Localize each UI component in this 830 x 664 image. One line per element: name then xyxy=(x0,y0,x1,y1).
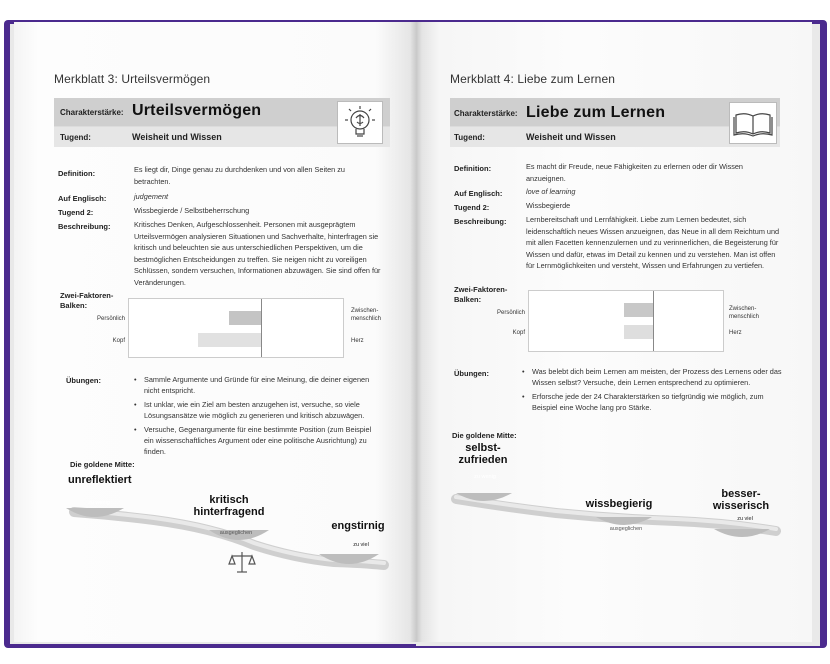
bar-label-head: Kopf xyxy=(512,330,525,336)
exercise-item: • Sammle Argumente und Gründe für eine Meinung, die deiner eigenen nicht entspricht. xyxy=(134,374,382,396)
right-page xyxy=(416,22,812,642)
virtue-value: Weisheit und Wissen xyxy=(526,132,616,142)
description-text: Kritisches Denken, Aufgeschlossenheit. Personen mit ausgeprägtem Urteilsvermögen analysieren Situationen und Sachverhalte, hinterfragen sie kritisch und beleuchten sie aus unterschiedlichen Perspektiven, um die bestmöglichen Entscheidungen zu treffen. Sie neigen nicht zu voreiligen Schlüssen, sondern versuchen, Informationen abzuwägen. Sie sind offen für Veränderungen. xyxy=(134,220,381,287)
definition-label: Definition: xyxy=(454,164,492,173)
english-label: Auf Englisch: xyxy=(454,189,503,198)
bar-label-interpersonal: Zwischen-menschlich xyxy=(351,308,382,322)
head-bar xyxy=(198,333,261,347)
personal-bar xyxy=(229,311,261,325)
two-factor-bars xyxy=(96,298,382,358)
too-little-tag: zu wenig xyxy=(88,500,110,506)
bar-label-interpersonal: Zwischen-menschlich xyxy=(729,306,760,320)
lightbulb-brain-icon xyxy=(337,101,383,144)
too-much-tag: zu viel xyxy=(353,542,369,548)
bar-label-personal: Persönlich xyxy=(96,316,125,322)
bars-label: Zwei-Faktoren-Balken: xyxy=(454,285,508,304)
strength-label: Charakterstärke: xyxy=(454,109,518,118)
header-box xyxy=(450,98,780,147)
virtue2-text: Wissbegierde / Selbstbeherrschung xyxy=(134,206,250,215)
personal-bar xyxy=(624,303,653,317)
two-factor-bars xyxy=(496,290,760,352)
virtue-label: Tugend: xyxy=(454,133,485,142)
balanced-tag: ausgeglichen xyxy=(219,530,253,536)
bar-label-personal: Persönlich xyxy=(496,310,525,316)
definition-text: Es liegt dir, Dinge genau zu durchdenken und von allen Seiten zu betrachten. xyxy=(134,165,345,186)
bar-label-head: Kopf xyxy=(112,338,125,344)
too-little-word: unreflektiert xyxy=(68,474,132,486)
exercise-item: • Ist unklar, wie ein Ziel am besten anzugehen ist, versuche, so viele Lösungsansätze wie möglich zu generieren und kritisch abzuwägen. xyxy=(134,399,382,421)
golden-mean-label: Die goldene Mitte: xyxy=(452,431,517,440)
virtue2-label: Tugend 2: xyxy=(58,208,94,217)
balanced-word: kritisch hinterfragend xyxy=(193,494,265,518)
english-label: Auf Englisch: xyxy=(58,194,107,203)
strength-title: Liebe zum Lernen xyxy=(526,104,666,121)
definition-label: Definition: xyxy=(58,169,96,178)
too-much-word: engstirnig xyxy=(331,520,385,532)
exercises-label: Übungen: xyxy=(454,369,489,378)
virtue2-label: Tugend 2: xyxy=(454,203,490,212)
definition-text: Es macht dir Freude, neue Fähigkeiten zu erlernen oder dir Wissen anzueignen. xyxy=(526,162,743,183)
too-much-word: besser-wisserisch xyxy=(712,488,770,512)
exercises-label: Übungen: xyxy=(66,376,101,385)
exercise-item: • Versuche, Gegenargumente für eine bestimmte Position (zum Beispiel ein wissenschaftliches Argument oder eine politische Ausrichtung) zu finden. xyxy=(134,424,382,457)
virtue2-text: Wissbegierde xyxy=(526,201,571,210)
open-book-icon xyxy=(729,102,777,144)
exercise-item: • Erforsche jede der 24 Charakterstärken so tiefgründig wie möglich, zum Beispiel eine Woche lang pro Stärke. xyxy=(522,391,784,413)
book-gutter xyxy=(410,22,422,642)
virtue-value: Weisheit und Wissen xyxy=(132,132,222,142)
too-little-word: selbst-zufrieden xyxy=(458,442,508,466)
balanced-word: wissbegierig xyxy=(585,498,653,510)
description-label: Beschreibung: xyxy=(58,222,111,231)
bar-label-heart: Herz xyxy=(351,338,364,344)
strength-label: Charakterstärke: xyxy=(60,108,124,117)
english-text: judgement xyxy=(134,192,169,201)
exercise-list xyxy=(134,374,382,460)
sheet-title: Merkblatt 4: Liebe zum Lernen xyxy=(450,72,615,86)
too-much-tag: zu viel xyxy=(737,516,753,522)
english-text: love of learning xyxy=(526,187,576,196)
virtue-label: Tugend: xyxy=(60,133,91,142)
header-box xyxy=(54,98,390,147)
strength-title: Urteilsvermögen xyxy=(132,102,262,119)
too-little-tag: zu wenig xyxy=(474,474,496,480)
golden-mean-label: Die goldene Mitte: xyxy=(70,460,135,469)
exercise-list xyxy=(522,366,784,416)
bars-label: Zwei-Faktoren-Balken: xyxy=(60,291,114,310)
sheet-title: Merkblatt 3: Urteilsvermögen xyxy=(54,72,211,86)
exercise-item: • Was belebt dich beim Lernen am meisten, der Prozess des Lernens oder das Wissen selbst? Versuche, dein Lernen entsprechend zu optimieren. xyxy=(522,366,784,388)
balanced-tag: ausgeglichen xyxy=(609,526,643,532)
description-text: Lernbereitschaft und Lernfähigkeit. Liebe zum Lernen bedeutet, sich leidenschaftlich neues Wissen anzueignen, das Neue in all dem Reichtum und mit allen Facetten kennenzulernen und zu verinnerlichen, die Begeisterung für Wissen und dafür, etwas im Detail zu kennen und zu verstehen. Man ist offen für Lernmöglichkeiten und versteht, Wissen und Erfahrungen zu vertiefen. xyxy=(526,215,780,270)
bar-label-heart: Herz xyxy=(729,330,742,336)
description-label: Beschreibung: xyxy=(454,217,507,226)
head-bar xyxy=(624,325,653,339)
left-page xyxy=(14,22,416,642)
